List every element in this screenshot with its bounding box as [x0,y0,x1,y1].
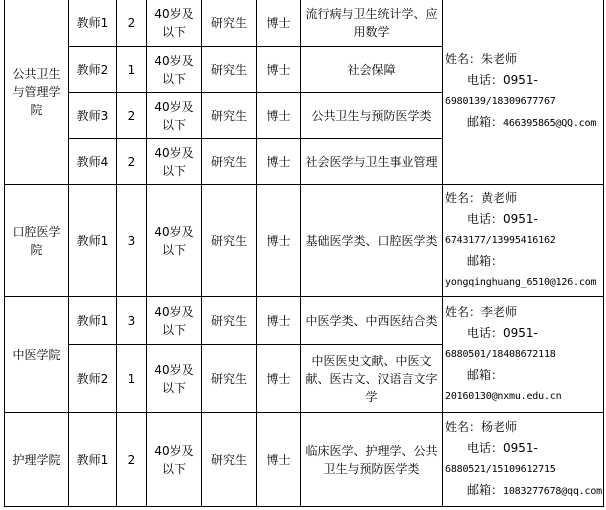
contact-email-value: 20160130@nxmu.edu.cn [445,391,562,402]
degree-cell: 博士 [257,0,301,47]
major-cell: 中医医史文献、中医文献、医古文、汉语言文字学 [301,345,443,413]
degree-cell: 博士 [257,345,301,413]
contact-phone-label: 电话：0951- [467,441,538,455]
contact-email-label: 邮箱： [467,254,504,268]
education-cell: 研究生 [202,0,257,47]
contact-cell [443,297,604,413]
degree-cell: 博士 [257,93,301,139]
education-cell: 研究生 [202,47,257,93]
count-cell: 2 [117,139,147,185]
position-cell: 教师1 [69,185,117,297]
count-cell: 1 [117,345,147,413]
contact-phone: 6880501/18408672118 [445,349,556,360]
contact-cell [443,185,604,297]
degree-cell: 博士 [257,47,301,93]
contact-phone-label: 电话：0951- [467,212,538,226]
contact-email-label: 邮箱： [467,115,504,129]
major-cell: 临床医学、护理学、公共卫生与预防医学类 [301,413,443,507]
contact-phone: 6880521/15109612715 [445,464,556,475]
contact-email [445,480,600,502]
contact-name: 姓名：李老师 [445,305,518,319]
count-cell: 2 [117,413,147,507]
contact-email-value: 1083277678@qq.com [503,486,602,497]
education-cell: 研究生 [202,139,257,185]
education-cell: 研究生 [202,185,257,297]
contact-name: 姓名：朱老师 [445,52,518,66]
college-cell: 中医学院 [5,297,69,413]
contact-phone-label: 电话：0951- [467,73,538,87]
position-cell: 教师1 [69,297,117,345]
degree-cell: 博士 [257,413,301,507]
count-cell: 1 [117,47,147,93]
count-cell: 3 [117,297,147,345]
contact-email [445,112,600,134]
position-cell: 教师4 [69,139,117,185]
contact-email-label: 邮箱： [467,483,504,497]
age-cell: 40岁及以下 [147,345,202,413]
table-row [5,413,604,507]
position-cell: 教师1 [69,413,117,507]
contact-phone-label: 电话：0951- [467,326,538,340]
count-cell: 3 [117,185,147,297]
position-cell: 教师1 [69,0,117,47]
contact-email-value: yongqinghuang_6510@126.com [445,277,597,288]
degree-cell: 博士 [257,185,301,297]
table-row [5,297,604,345]
age-cell: 40岁及以下 [147,47,202,93]
college-cell: 公共卫生与管理学院 [5,0,69,185]
table-row [5,0,604,47]
table-row [5,185,604,297]
major-cell: 基础医学类、口腔医学类 [301,185,443,297]
degree-cell: 博士 [257,139,301,185]
major-cell: 中医学类、中西医结合类 [301,297,443,345]
position-cell: 教师2 [69,47,117,93]
education-cell: 研究生 [202,413,257,507]
recruitment-table [4,0,604,507]
contact-email-label: 邮箱： [467,368,504,382]
age-cell: 40岁及以下 [147,413,202,507]
position-cell: 教师2 [69,345,117,413]
position-cell: 教师3 [69,93,117,139]
contact-cell [443,413,604,507]
count-cell: 2 [117,93,147,139]
college-cell: 护理学院 [5,413,69,507]
major-cell: 社会保障 [301,47,443,93]
education-cell: 研究生 [202,93,257,139]
education-cell: 研究生 [202,297,257,345]
contact-phone: 6743177/13995416162 [445,235,556,246]
contact-name: 姓名：黄老师 [445,191,518,205]
college-cell: 口腔医学院 [5,185,69,297]
age-cell: 40岁及以下 [147,93,202,139]
education-cell: 研究生 [202,345,257,413]
major-cell: 公共卫生与预防医学类 [301,93,443,139]
age-cell: 40岁及以下 [147,185,202,297]
degree-cell: 博士 [257,297,301,345]
count-cell: 2 [117,0,147,47]
age-cell: 40岁及以下 [147,0,202,47]
age-cell: 40岁及以下 [147,297,202,345]
major-cell: 社会医学与卫生事业管理 [301,139,443,185]
contact-phone: 6980139/18309677767 [445,96,556,107]
major-cell: 流行病与卫生统计学、应用数学 [301,0,443,47]
contact-name: 姓名：杨老师 [445,420,518,434]
age-cell: 40岁及以下 [147,139,202,185]
contact-cell [443,0,604,185]
contact-email-value: 466395865@QQ.com [503,118,597,129]
